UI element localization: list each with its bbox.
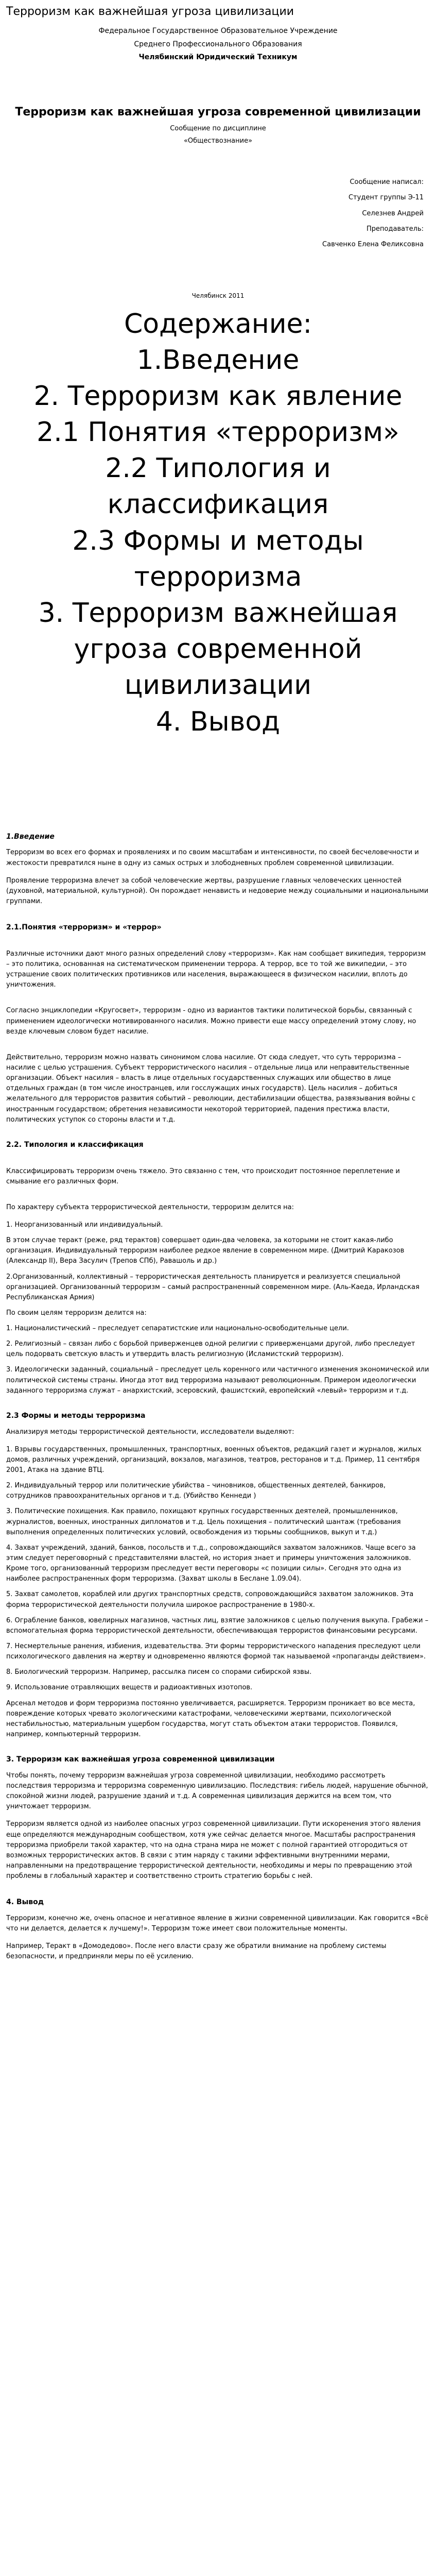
paragraph: Классифицировать терроризм очень тяжело. Это связанно с тем, что происходит постоянное переплетение и смывание его различных форм. bbox=[6, 1167, 400, 1185]
paragraph: Терроризм, конечно же, очень опасное и негативное явление в жизни современной цивилизации. Как говорится «Всё что ни делается, делается к лучшему!». Терроризм тоже имеет свои положительные моменты. bbox=[6, 1914, 429, 1933]
report-main-title: Терроризм как важнейшая угроза современной цивилизации bbox=[15, 106, 421, 119]
section-title: 4. Вывод bbox=[6, 1898, 44, 1907]
paragraph: Чтобы понять, почему терроризм важнейшая угроза современной цивилизации, необходимо рассмотреть последствия терроризма и терроризма современную цивилизацию. Последствия: гибель людей, нарушение обычной, спокойной жизни людей, разрушение зданий и т.д. А современная цивилизация держится на всем том, что уничтожает терроризм. bbox=[6, 1771, 428, 1811]
author-group: Студент группы Э-11 bbox=[348, 194, 424, 202]
author-name: Селезнев Андрей bbox=[362, 209, 424, 217]
section-intro bbox=[6, 832, 430, 907]
teacher-caption: Преподаватель: bbox=[367, 225, 424, 233]
paragraph: Согласно энциклопедии «Кругосвет», терроризм - одно из вариантов тактики политической борьбы, связанный с применением идеологически мотивированного насилия. Можно привести еще массу определений этому слову, но везде ключевым словом будет насилие. bbox=[6, 1007, 416, 1036]
toc-item-concept: 2.1 Понятия «терроризм» bbox=[37, 417, 399, 448]
list-item: 1. Неорганизованный или индивидуальный. bbox=[6, 1221, 163, 1229]
toc-item-typology: 2.2 Типология и классификация bbox=[105, 453, 331, 520]
paragraph: По своим целям терроризм делится на: bbox=[6, 1309, 147, 1317]
list-item: 3. Идеологически заданный, социальный – преследует цель коренного или частичного изменения экономической или политической системы страны. Иногда этот вид терроризма называют революционным. Примером идеологически заданного терроризма служат – анархистский, эсеровский, фашистский, европейский «левый» терроризм и т.д. bbox=[6, 1366, 429, 1395]
institution-line-1: Федеральное Государственное Образовательное Учреждение bbox=[98, 27, 338, 36]
list-item: 3. Политические похищения. Как правило, похищают крупных государственных деятелей, промышленников, журналистов, военных, иностранных дипломатов и т.д. Цель похищения – политический шантаж (требования выполнения определенных политических условий, освобождения из тюрьмы сообщников, выкуп и т.д.) bbox=[6, 1507, 401, 1536]
paragraph: Терроризм является одной из наиболее опасных угроз современной цивилизации. Пути искоренения этого явления еще определяются международным сообществом, хотя уже сейчас делается многое. Масштабы распространения терроризма приобрели такой характер, что на одна страна мира не может с полной гарантией отгородиться от возможных террористических актов. В связи с этим наряду с такими эффективными внутренними мерами, направленными на предотвращение террористической деятельности, необходимы и меры по превращению этой проблемы в глобальный характер и соответственно строить стратегию борьбы с ней. bbox=[6, 1820, 421, 1880]
list-item: 7. Несмертельные ранения, избиения, издевательства. Эти формы террористического нападения преследуют цели психологического давления на жертву и одновременно являются формой так называемой «пропаганды действием». bbox=[6, 1642, 426, 1661]
section-conclusion bbox=[6, 1897, 430, 1962]
list-item: 2. Религиозный – связан либо с борьбой приверженцев одной религии с приверженцами другой, либо преследует цель подорвать светскую власть и утвердить власть религиозную (Исламистский терроризм). bbox=[6, 1340, 415, 1359]
paragraph: Например, Теракт в «Домодедово». После него власти сразу же обратили внимание на проблему системы безопасности, и предприняли меры по её усилению. bbox=[6, 1942, 387, 1961]
list-item: 9. Использование отравляющих веществ и радиоактивных изотопов. bbox=[6, 1684, 253, 1692]
list-item: 5. Захват самолетов, кораблей или других транспортных средств, сопровождающийся захватом заложников. Эта форма террористической деятельности получила широкое распространение в 1980-х. bbox=[6, 1590, 414, 1609]
paragraph: Терроризм во всех его формах и проявлениях и по своим масштабам и интенсивности, по своей бесчеловечности и жестокости превратился ныне в одну из самых острых и злободневных проблем современной цивилизации. bbox=[6, 849, 419, 867]
institution-line-2: Среднего Профессионального Образования bbox=[134, 40, 302, 48]
list-item: 6. Ограбление банков, ювелирных магазинов, частных лиц, взятие заложников с целью получения выкупа. Грабежи – вспомогательная форма террористической деятельности, обеспечивающая террористов финансовыми ресурсами. bbox=[6, 1616, 429, 1635]
toc-item-phenomenon: 2. Терроризм как явление bbox=[33, 380, 403, 412]
spacer bbox=[6, 740, 430, 817]
list-item: 1. Взрывы государственных, промышленных, транспортных, военных объектов, редакций газет и журналов, жилых домов, различных учреждений, организаций, вокзалов, магазинов, театров, ресторанов и т.д. Пример, 11 сентября 2001, Атака на здание ВТЦ. bbox=[6, 1445, 422, 1475]
list-item: 1. Националистический – преследует сепаратистские или национально-освободительные цели. bbox=[6, 1325, 349, 1333]
author-block bbox=[6, 177, 430, 250]
section-forms bbox=[6, 1411, 430, 1740]
section-title: 2.1.Понятия «терроризм» и «террор» bbox=[6, 923, 162, 932]
city-year: Челябинск 2011 bbox=[191, 292, 245, 299]
section-threat bbox=[6, 1754, 430, 1882]
teacher-name: Савченко Елена Феликсовна bbox=[322, 240, 424, 248]
paragraph: Арсенал методов и форм терроризма постоянно увеличивается, расширяется. Терроризм проникает во все места, повреждение которых чревато экологическими катастрофами, человеческими жертвами, психологической нестабильностью, материальным ущербом государства, могут стать объектом атаки террористов. Появился, например, компьютерный терроризм. bbox=[6, 1699, 415, 1738]
title-block bbox=[6, 105, 430, 146]
toc-item-conclusion: 4. Вывод bbox=[155, 706, 281, 737]
report-discipline: «Обществознание» bbox=[183, 137, 253, 145]
toc-item-threat: 3. Терроризм важнейшая угроза современной цивилизации bbox=[38, 598, 398, 701]
list-item: 2.Организованный, коллективный – террористическая деятельность планируется и реализуется специальной организацией. Организованный терроризм – самый распространенный современном мире. (Аль-Каеда, Ирландская Республиканская Армия) bbox=[6, 1273, 420, 1301]
document-title: Терроризм как важнейшая угроза цивилизации bbox=[6, 5, 294, 18]
paragraph: Анализируя методы террористической деятельности, исследователи выделяют: bbox=[6, 1428, 294, 1436]
section-title: 3. Терроризм как важнейшая угроза современной цивилизации bbox=[6, 1755, 275, 1764]
toc-heading: Содержание: bbox=[124, 308, 312, 340]
section-typology bbox=[6, 1140, 430, 1396]
title-page-header bbox=[6, 26, 430, 63]
list-item: 4. Захват учреждений, зданий, банков, посольств и т.д., сопровождающийся захватом заложников. Чаще всего за этим следует переговорный с представителями властей, но история знает и примеры уничтожения заложников. Кроме того, организованный терроризм преследует вести переговоры «с позиции силы». Сегодня это одна из наиболее распространенных форм терроризма. (Захват школы в Беслане 1.09.04). bbox=[6, 1544, 416, 1583]
section-title: 2.3 Формы и методы терроризма bbox=[6, 1411, 146, 1420]
paragraph: По характеру субъекта террористической деятельности, терроризм делится на: bbox=[6, 1203, 294, 1211]
section-title: 1.Введение bbox=[6, 832, 55, 841]
list-item: В этом случае теракт (реже, ряд терактов) совершает один-два человека, за которыми не стоит какая-либо организация. Индивидуальный терроризм наиболее редкое явление в современном мире. (Дмитрий Каракозов (Александр II), Вера Засулич (Трепов СПб), Равашоль и др.) bbox=[6, 1236, 405, 1265]
institution-name: Челябинский Юридический Техникум bbox=[138, 53, 298, 62]
paragraph: Проявление терроризма влечет за собой человеческие жертвы, разрушение главных человеческих ценностей (духовной, материальной, культурной). Он порождает ненависть и недоверие между социальными и национальными группами. bbox=[6, 876, 429, 906]
document-page bbox=[0, 3, 436, 1985]
table-of-contents bbox=[6, 306, 430, 740]
list-item: 2. Индивидуальный террор или политические убийства – чиновников, общественных деятелей, банкиров, сотрудников правоохранительных органов и т.д. (Убийство Кеннеди ) bbox=[6, 1482, 386, 1500]
section-concept bbox=[6, 922, 430, 1125]
paragraph: Различные источники дают много разных определений слову «терроризм». Как нам сообщает википедия, терроризм – это политика, основанная на систематическом применении террора. А террор, все то той же википедии, – это устрашение своих политических противников или населения, выражающееся в физическом насилии, вплоть до уничтожения. bbox=[6, 950, 426, 989]
author-caption: Сообщение написал: bbox=[350, 178, 424, 187]
paragraph: Действительно, терроризм можно назвать синонимом слова насилие. От сюда следует, что суть терроризма – насилие с целью устрашения. Субъект террористического насилия – отдельные лица или неправительственные организации. Объект насилия – власть в лице отдельных государственных служащих или общество в лице отдельных граждан (в том числе иностранцев, или госслужащих иных государств). Цель насилия – добиться желательного для террористов развития событий – революции, дестабилизации общества, развязывания войны с иностранным государством; обретения независимости некоторой территорией, падения престижа власти, политических уступок со стороны власти и т.д. bbox=[6, 1053, 416, 1124]
section-title: 2.2. Типология и классификация bbox=[6, 1140, 144, 1149]
toc-item-intro: 1.Введение bbox=[136, 344, 300, 376]
toc-item-forms: 2.3 Формы и методы терроризма bbox=[72, 525, 364, 592]
list-item: 8. Биологический терроризм. Например, рассылка писем со спорами сибирской язвы. bbox=[6, 1668, 312, 1676]
report-subtitle: Сообщение по дисциплине bbox=[170, 124, 266, 132]
